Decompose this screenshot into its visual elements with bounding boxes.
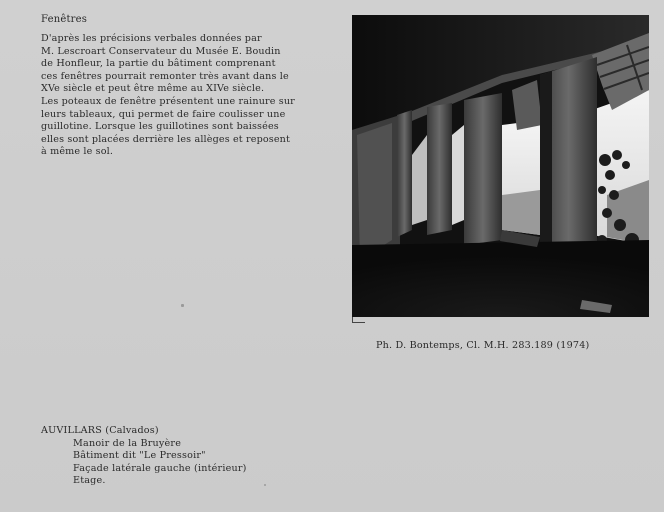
description-line: ces fenêtres pourrait remonter très avant dans le — [41, 70, 289, 82]
document-title: Fenêtres — [41, 14, 88, 25]
description-text — [41, 33, 331, 159]
location-detail: Façade latérale gauche (intérieur) — [73, 462, 247, 474]
location-block — [41, 425, 247, 488]
location-detail: Manoir de la Bruyère — [73, 437, 182, 449]
archive-photograph — [352, 15, 649, 317]
paper-speck — [264, 484, 266, 486]
paper-speck — [181, 304, 184, 307]
description-line: elles sont placées derrière les allèges et reposent — [41, 133, 291, 145]
description-line: XVe siècle et peut être même au XIVe siècle. — [41, 83, 265, 95]
description-line: Les poteaux de fenêtre présentent une rainure sur — [41, 95, 295, 107]
description-line: de Honfleur, la partie du bâtiment comprenant — [41, 58, 276, 70]
location-detail: Bâtiment dit "Le Pressoir" — [73, 450, 206, 462]
description-line: leurs tableaux, qui permet de faire coulisser une — [41, 108, 286, 120]
description-line: à même le sol. — [41, 146, 114, 158]
photo-credit: Ph. D. Bontemps, Cl. M.H. 283.189 (1974) — [376, 340, 590, 351]
description-line: D'après les précisions verbales données par — [41, 33, 262, 44]
photo-corner-mark — [352, 317, 365, 323]
window-interior-photo-illustration — [352, 15, 649, 317]
commune-name: AUVILLARS (Calvados) — [41, 425, 159, 436]
description-line: guillotine. Lorsque les guillotines sont baissées — [41, 121, 279, 133]
description-line: M. Lescroart Conservateur du Musée E. Boudin — [41, 45, 281, 57]
location-detail: Etage. — [73, 475, 106, 487]
